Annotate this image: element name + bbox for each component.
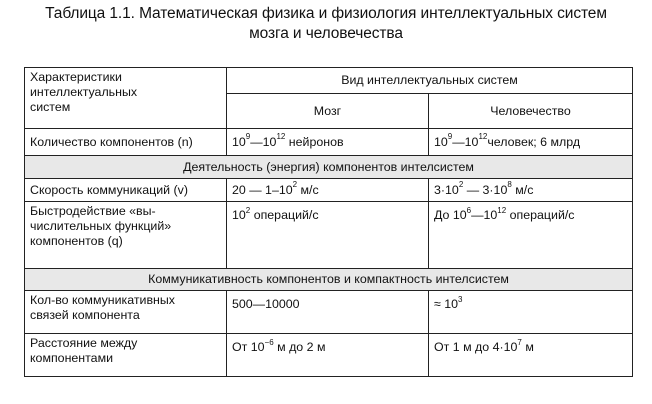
header-characteristics-line: интеллектуальных bbox=[30, 85, 138, 99]
header-characteristics bbox=[25, 68, 227, 129]
header-characteristics-line: Характеристики bbox=[30, 70, 122, 84]
cell-speed-brain: 20 — $1-10^2$ м/с bbox=[227, 179, 429, 202]
cell-distance-brain: От $10^{-6}$ м до 2 м bbox=[227, 334, 429, 377]
cell-performance-brain: $10^2$ операций/с bbox=[227, 202, 429, 269]
caption-line-2: мозга и человечества bbox=[249, 25, 403, 42]
section-communicativity: Коммуникативность компонентов и компактность интелсистем bbox=[25, 269, 633, 291]
cell-speed-humanity: $3\cdot 10^2$ — $3\cdot 10^8$ м/с bbox=[429, 179, 633, 202]
table-caption bbox=[0, 4, 652, 44]
section-activity: Деятельность (энергия) компонентов интелсистем bbox=[25, 156, 633, 179]
cell-components-humanity: $10^9—10^{12}человек$; 6 млрд bbox=[429, 129, 633, 156]
row-label-links: Кол-во коммуникативных связей компонента bbox=[25, 291, 227, 334]
cell-distance-humanity: От 1 м до $4\cdot 10^7$ м bbox=[429, 334, 633, 377]
row-label-performance: Быстродействие «вы- числительных функций» компонентов (q) bbox=[25, 202, 227, 269]
cell-links-humanity: ≈ $10^3$ bbox=[429, 291, 633, 334]
cell-performance-humanity: До $10^6—10^{12}$ операций/с bbox=[429, 202, 633, 269]
header-col-humanity: Человечество bbox=[429, 94, 633, 129]
header-col-brain: Мозг bbox=[227, 94, 429, 129]
row-label-components: Количество компонентов (n) bbox=[25, 129, 227, 156]
caption-line-1: Таблица 1.1. Математическая физика и физиология интеллектуальных систем bbox=[45, 5, 607, 22]
header-characteristics-line: систем bbox=[30, 100, 71, 114]
cell-links-brain: 500—10000 bbox=[227, 291, 429, 334]
row-label-distance: Расстояние между компонентами bbox=[25, 334, 227, 377]
physiology-table bbox=[24, 67, 633, 377]
cell-components-brain: $10^9—10^{12}$ нейронов bbox=[227, 129, 429, 156]
header-group: Вид интеллектуальных систем bbox=[227, 68, 633, 94]
row-label-speed: Скорость коммуникаций (v) bbox=[25, 179, 227, 202]
